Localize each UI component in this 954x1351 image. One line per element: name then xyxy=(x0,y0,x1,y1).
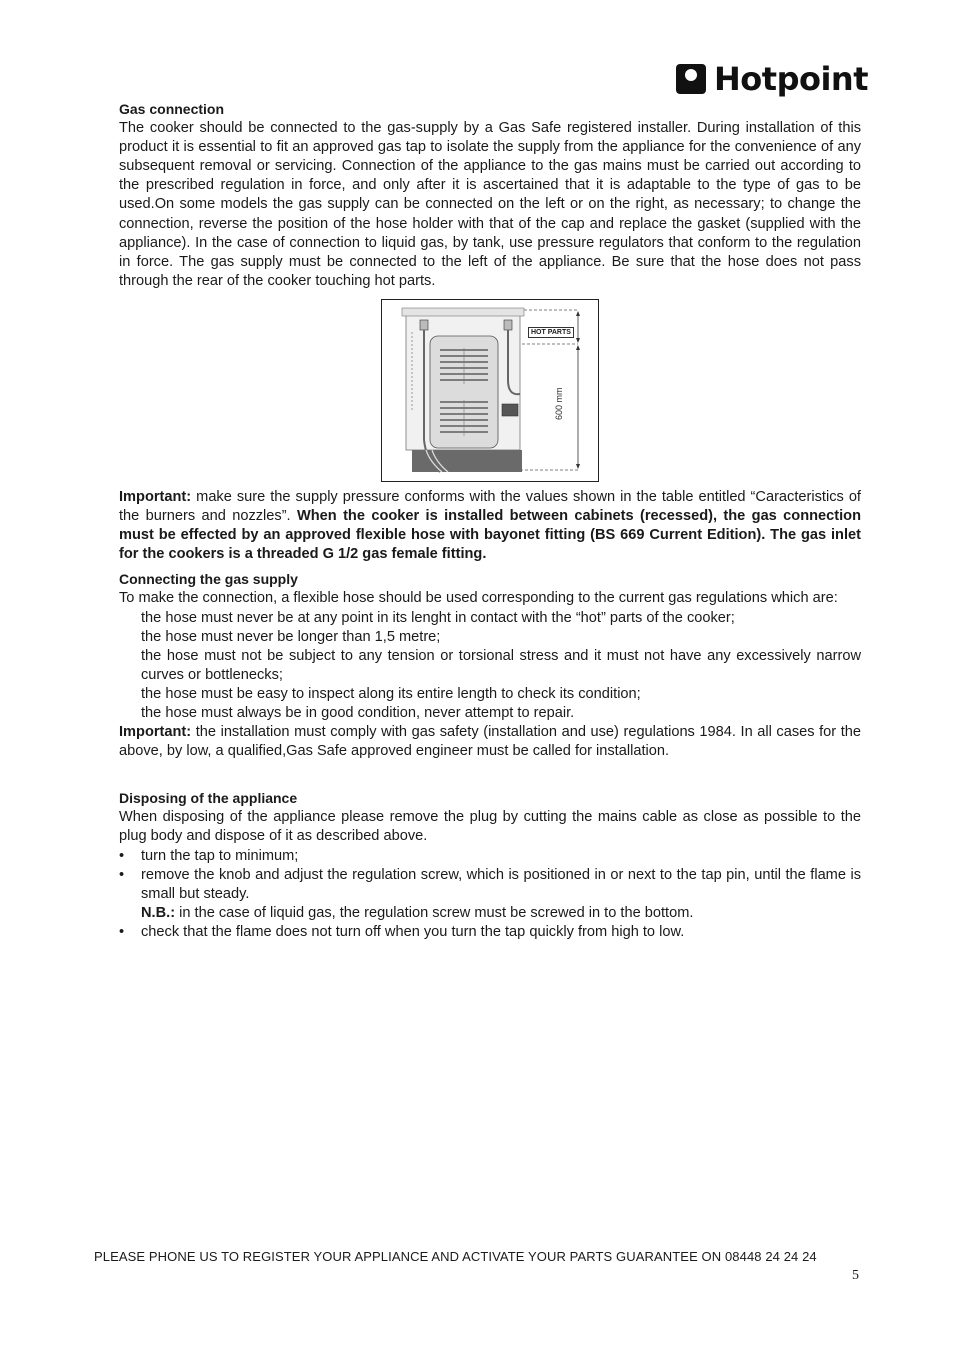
footer-registration-text: PLEASE PHONE US TO REGISTER YOUR APPLIANCE AND ACTIVATE YOUR PARTS GUARANTEE ON 08448 24 24 24 xyxy=(94,1249,817,1264)
hotpoint-logo xyxy=(676,60,868,98)
bullet-text: check that the flame does not turn off when you turn the tap quickly from high to low. xyxy=(141,923,685,940)
gas-connection-diagram xyxy=(381,299,599,482)
disposing-heading: Disposing of the appliance xyxy=(119,790,298,807)
disposing-intro: When disposing of the appliance please remove the plug by cutting the mains cable as close as possible to the plug body and dispose of it as described above. xyxy=(119,809,861,845)
disposing-bullet-1 xyxy=(119,847,861,866)
important-text-2: the installation must comply with gas safety (installation and use) regulations 1984. In all cases for the above, by low, a qualified,Gas Safe approved engineer must be called for installation. xyxy=(119,724,861,760)
disposing-bullet-3 xyxy=(119,923,861,942)
document-body xyxy=(119,100,861,942)
connecting-heading: Connecting the gas supply xyxy=(119,571,298,588)
bullet-text: remove the knob and adjust the regulation screw, which is positioned in or next to the tap pin, until the flame is small but steady. xyxy=(141,866,861,902)
bullet-icon: • xyxy=(119,866,125,883)
dimension-label: 600 mm xyxy=(554,387,564,420)
connecting-item: the hose must never be at any point in its lenght in contact with the “hot” parts of the cooker; xyxy=(141,609,735,626)
nb-note xyxy=(119,904,861,923)
connecting-intro: To make the connection, a flexible hose should be used corresponding to the current gas regulations which are: xyxy=(119,590,838,607)
bullet-icon: • xyxy=(119,923,125,940)
gas-connection-paragraph: The cooker should be connected to the gas-supply by a Gas Safe registered installer. During installation of this product it is essential to fit an approved gas tap to isolate the supply from the appliance for the convenience of any subsequent removal or servicing. Connection of the appliance to the gas mains must be carried out according to the prescribed regulation in force, and only after it is ascertained that it is adaptable to the type of gas to be used.On some models the gas supply can be connected on the left or on the right, as necessary; to change the connection, reverse the position of the hose holder with that of the cap and replace the gasket (supplied with the appliance). In the case of connection to liquid gas, by tank, use pressure regulators that conform to the regulation in force. The gas supply must be connected to the left of the appliance. Be sure that the hose does not pass through the rear of the cooker touching hot parts. xyxy=(119,120,861,289)
page-number: 5 xyxy=(852,1268,859,1283)
important-paragraph-1 xyxy=(119,488,861,564)
important-label-1: Important: xyxy=(119,488,192,505)
connecting-item: the hose must always be in good condition, never attempt to repair. xyxy=(141,704,575,721)
important-text-1: make sure the supply pressure conforms with the values shown in the table entitled “Caracteristics of the burners and nozzles”. xyxy=(119,488,861,525)
hotpoint-logo-icon xyxy=(676,64,706,94)
hot-parts-label: HOT PARTS xyxy=(528,327,574,338)
important-bold-text-1: When the cooker is installed between cabinets (recessed), the gas connection must be effected by an approved flexible hose with bayonet fitting (BS 669 Current Edition). The gas inlet for the cookers is a threaded G 1/2 gas female fitting. xyxy=(119,508,861,563)
gas-connection-heading: Gas connection xyxy=(119,101,225,117)
bullet-text: turn the tap to minimum; xyxy=(141,847,299,864)
nb-label: N.B.: xyxy=(141,904,176,921)
bullet-icon: • xyxy=(119,847,125,864)
important-label-2: Important: xyxy=(119,724,192,741)
brand-name: Hotpoint xyxy=(714,60,868,98)
disposing-bullet-2 xyxy=(119,866,861,904)
connecting-item: the hose must be easy to inspect along its entire length to check its condition; xyxy=(141,685,641,702)
nb-text: in the case of liquid gas, the regulation screw must be screwed in to the bottom. xyxy=(175,904,694,921)
connecting-item: the hose must not be subject to any tension or torsional stress and it must not have any excessively narrow curves or bottlenecks; xyxy=(141,647,861,683)
important-paragraph-2 xyxy=(119,723,861,761)
connecting-item: the hose must never be longer than 1,5 metre; xyxy=(141,628,441,645)
